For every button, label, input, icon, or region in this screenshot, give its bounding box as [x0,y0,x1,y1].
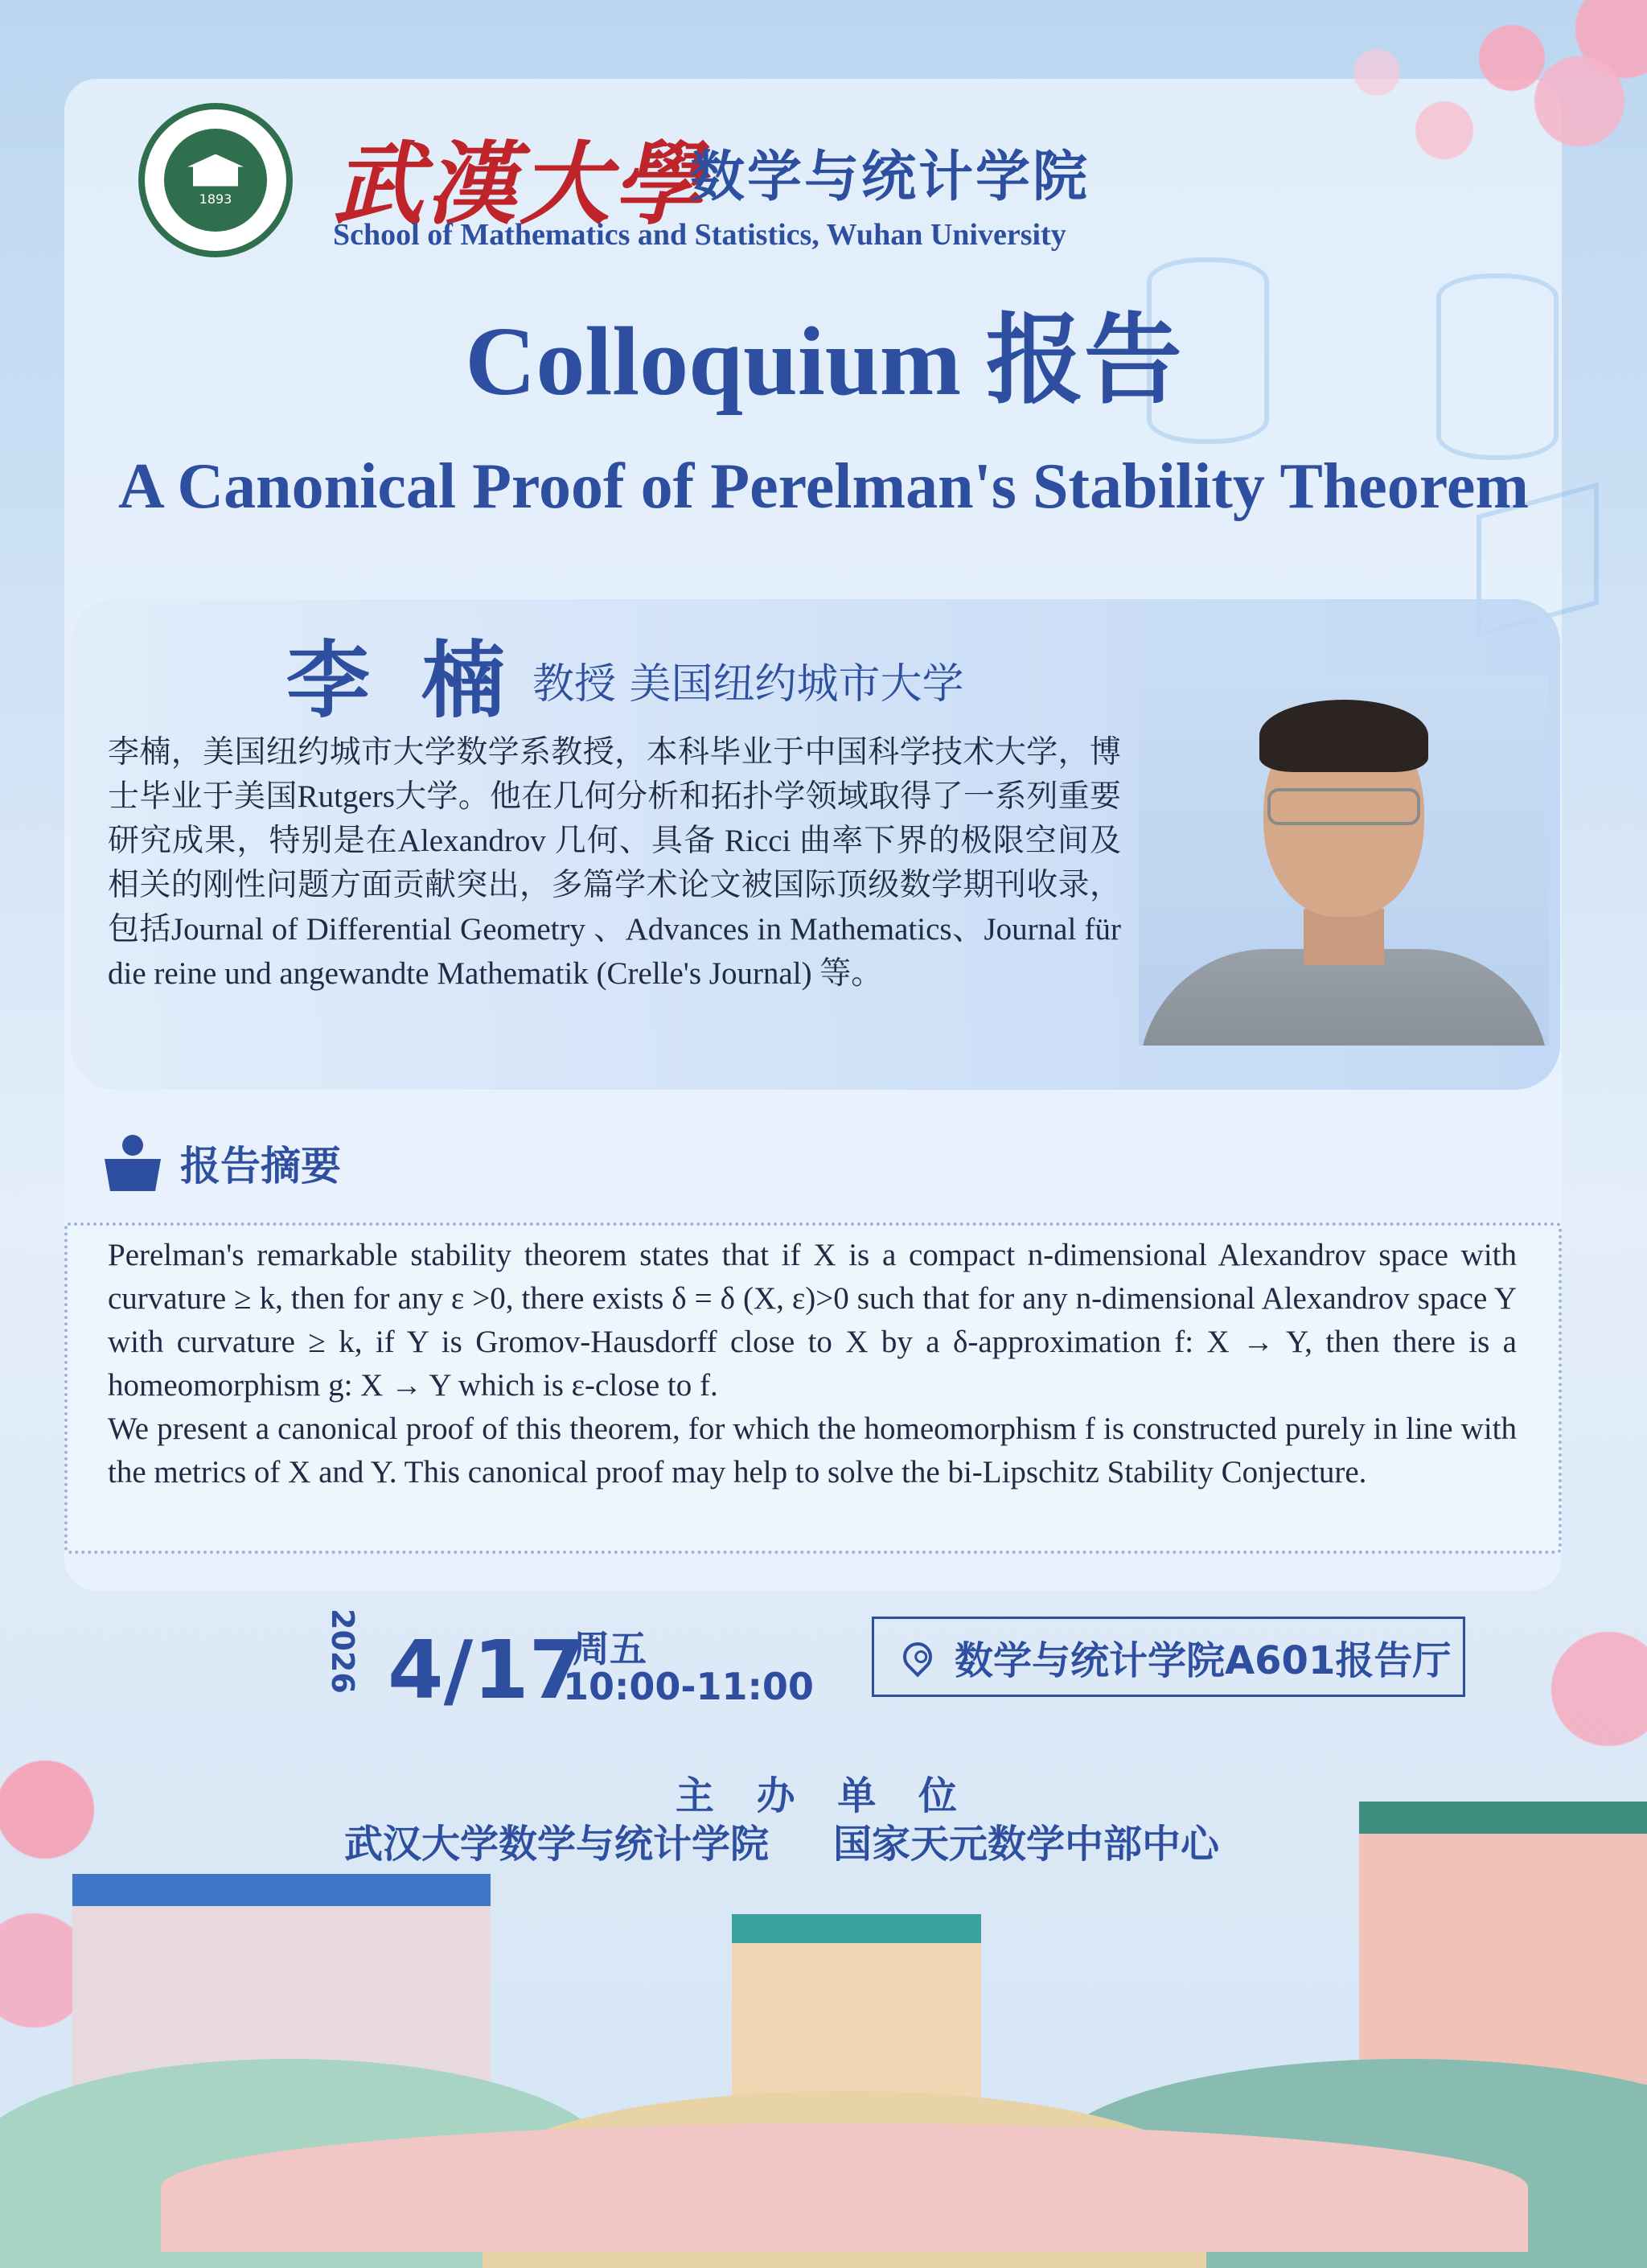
cherry-blossom-decoration [1518,1592,1647,1834]
abstract-text [108,1234,1517,1494]
location-pin-icon [897,1637,939,1678]
abstract-heading [105,1134,341,1192]
organizer-list [344,1813,1219,1868]
event-weekday: 周五 [573,1627,647,1670]
university-logo [138,103,293,257]
school-name-cn: 数学与统计学院 [690,146,1090,209]
speaker-title: 教授 美国纽约城市大学 [532,660,964,709]
event-type-title: Colloquium 报告 [465,307,1182,416]
event-year: 2026 [325,1609,360,1694]
photo-glasses [1267,788,1420,825]
university-name-cn: 武漢大學 [333,132,706,237]
photo-neck [1304,909,1384,965]
school-name-en: School of Mathematics and Statistics, Wuhan University [333,218,1066,252]
logo-year: 1893 [199,191,232,207]
organizer-item: 武汉大学数学与统计学院 [344,1822,770,1867]
podium-icon [105,1135,161,1191]
logo-building-icon [187,154,244,187]
speaker-bio: 李楠，美国纽约城市大学数学系教授，本科毕业于中国科学技术大学，博士毕业于美国Rutgers大学。他在几何分析和拓扑学领域取得了一系列重要研究成果，特别是在Alexandrov 几何、具备 Ricci 曲率下界的极限空间及相关的刚性问题方面贡献突出，多篇学术论文被国际顶级数学期刊收录，包括Journal of Differential Geometry 、Advances in Mathematics、Journal für die reine und angewandte Mathematik (Crelle's Journal) 等。 [108,735,1121,991]
speaker-name: 李 楠 [286,631,517,729]
cherry-blossom-decoration [1197,0,1647,290]
event-time: 10:00-11:00 [563,1665,814,1708]
abstract-paragraph: We present a canonical proof of this theorem, for which the homeomorphism f is constructed purely in line with the metrics of X and Y. This canonical proof may help to solve the bi-Lipschitz Stability Conjecture. [108,1411,1517,1489]
talk-title: A Canonical Proof of Perelman's Stability Theorem [117,451,1530,522]
speaker-photo [1139,676,1549,1046]
photo-hair [1259,700,1428,772]
venue-text: 数学与统计学院A601报告厅 [955,1637,1452,1683]
event-date: 4/17 [388,1623,585,1717]
hill-decoration [161,2123,1528,2252]
abstract-paragraph: Perelman's remarkable stability theorem states that if X is a compact n-dimensional Alexandrov space with curvature ≥ k, then for any ε >0, there exists δ = δ (X, ε)>0 such that for any n-dimensional Alexandrov space Y with curvature ≥ k, if Y is Gromov-Hausdorff close to X by a δ-approximation f: X → Y, then there is a homeomorphism g: X → Y which is ε-close to f. [108,1238,1517,1403]
abstract-label: 报告摘要 [180,1143,341,1189]
organizer-heading: 主 办 单 位 [675,1773,972,1818]
venue-box [872,1617,1465,1697]
organizer-item: 国家天元数学中部中心 [833,1822,1220,1867]
